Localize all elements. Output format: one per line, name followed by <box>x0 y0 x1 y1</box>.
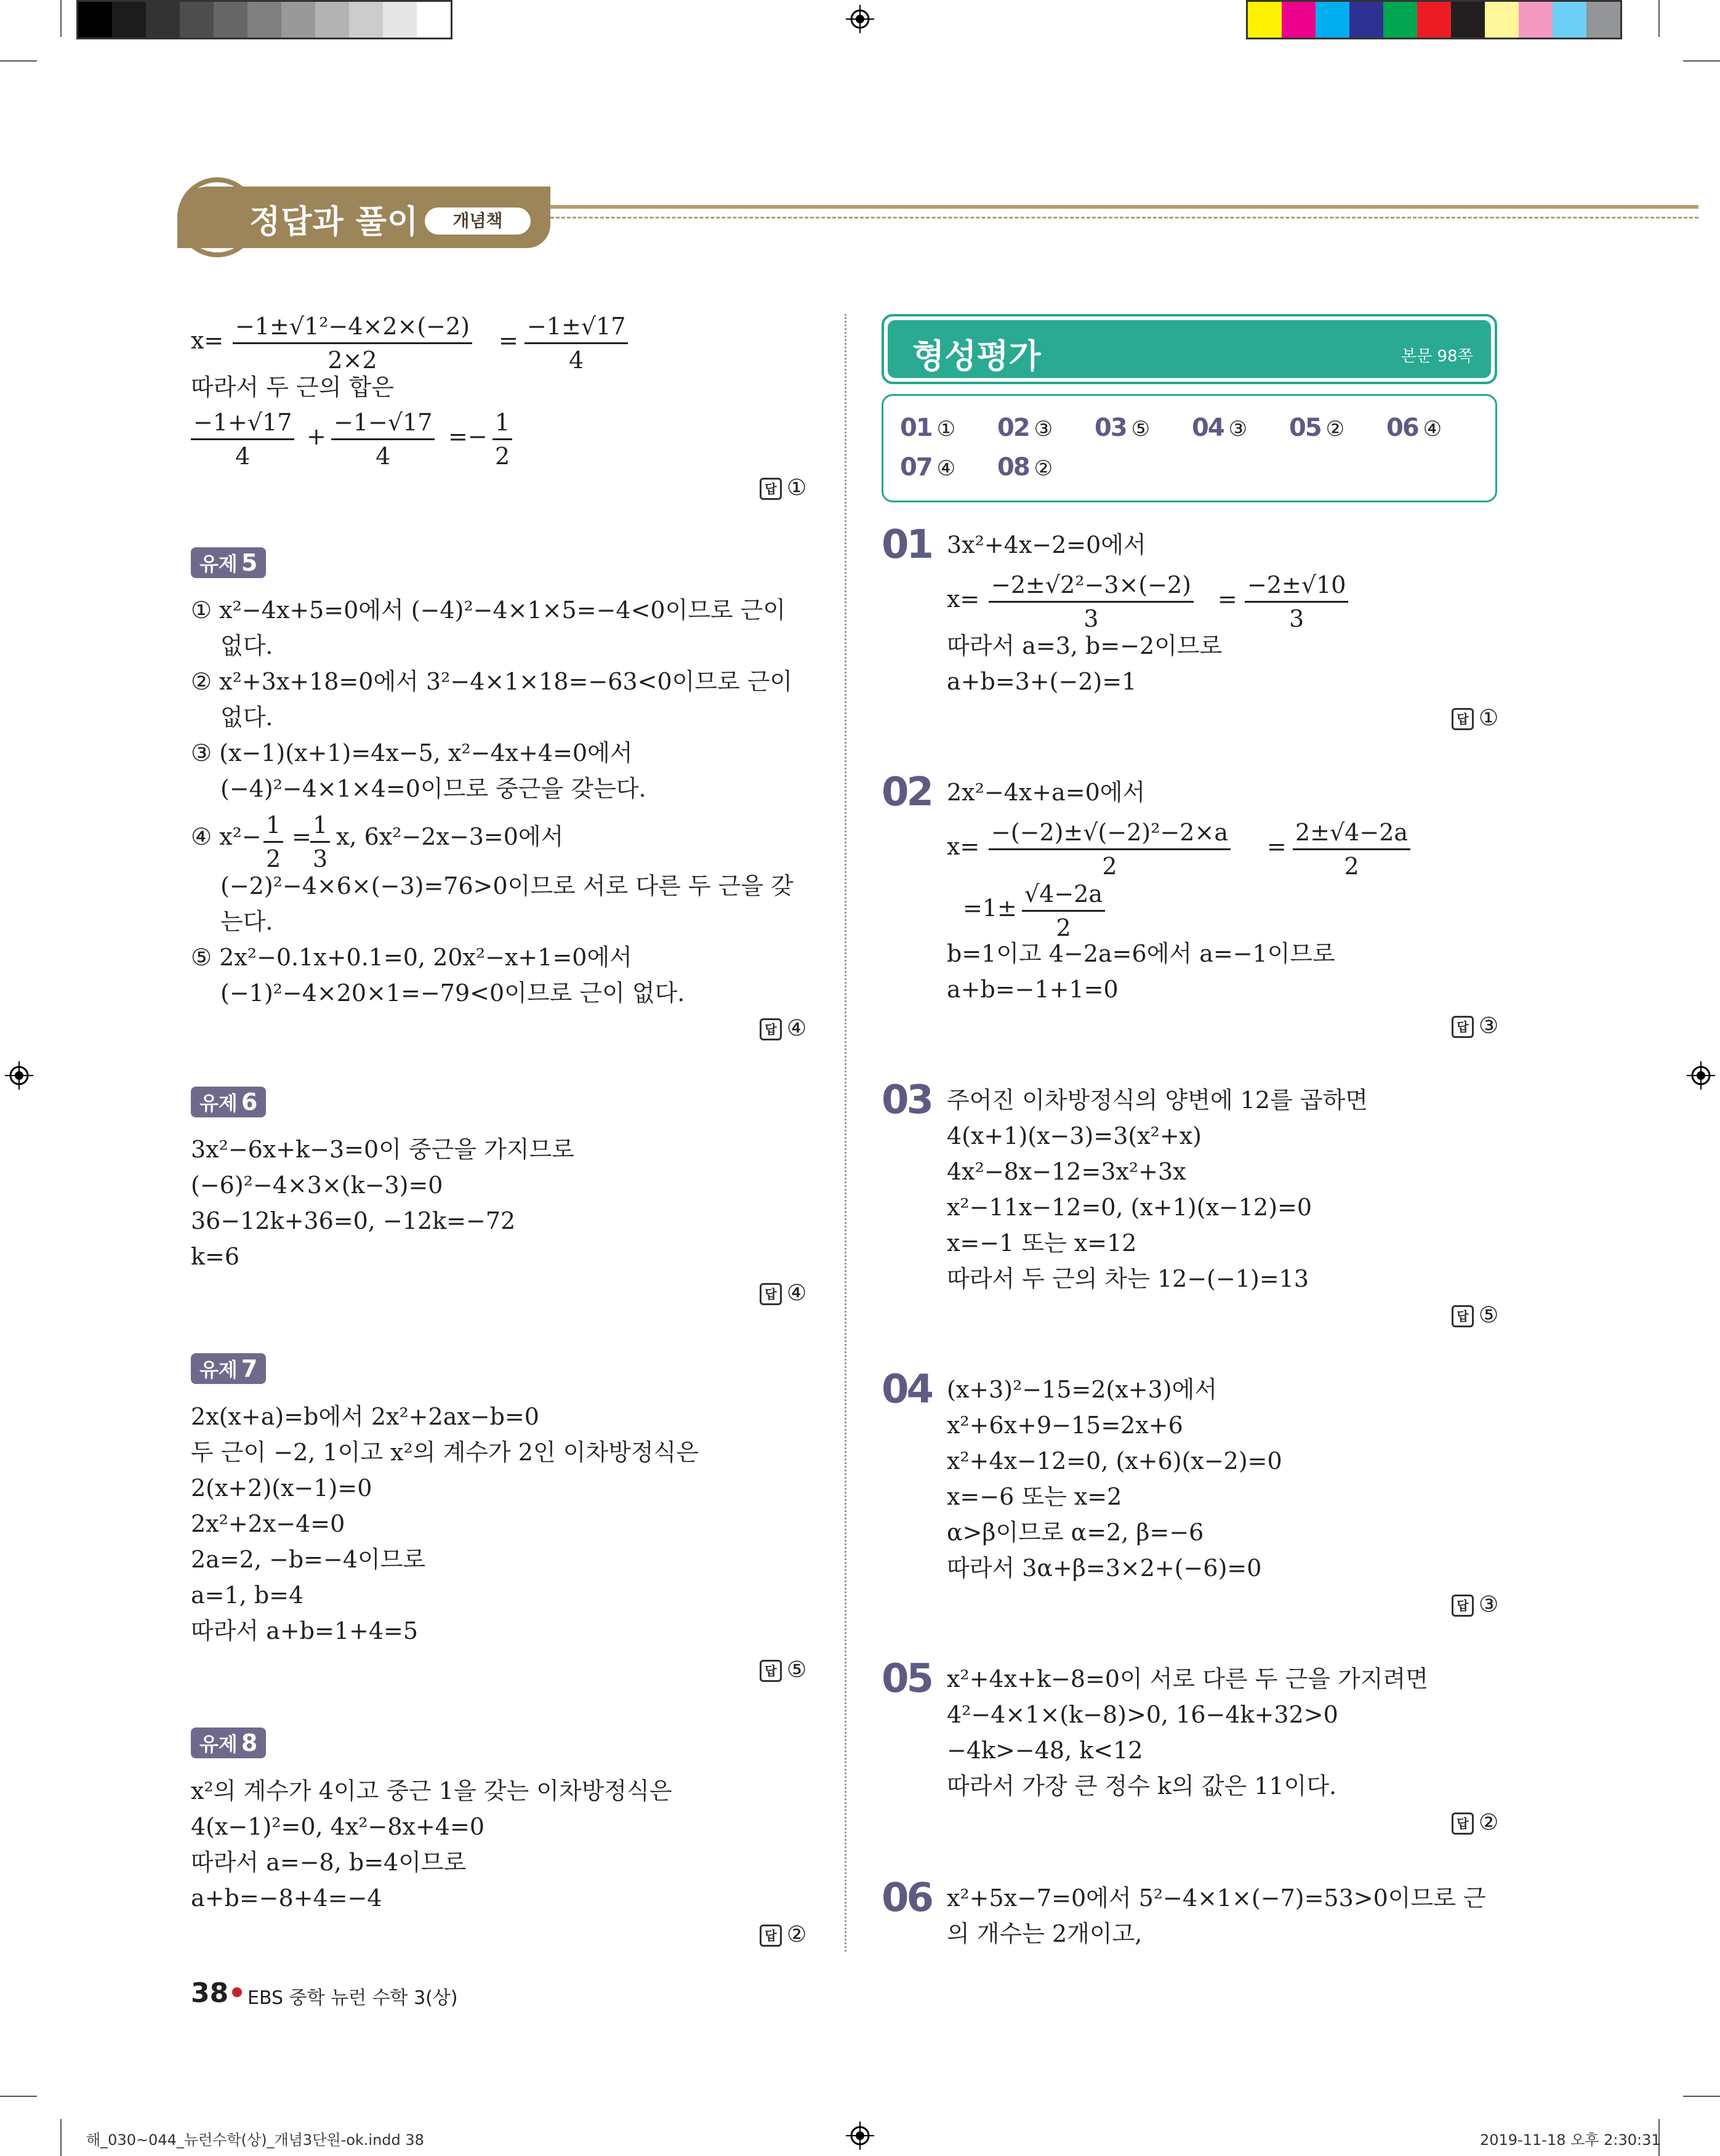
text-line: x²+4x+k−8=0이 서로 다른 두 근을 가지려면 <box>947 1665 1428 1692</box>
text-line: x²+6x+9−15=2x+6 <box>947 1412 1183 1439</box>
fraction-denominator: 4 <box>235 443 251 470</box>
text-line: (−2)²−4×6×(−3)=76>0이므로 서로 다른 두 근을 갖 <box>220 872 794 899</box>
fraction <box>233 313 472 374</box>
file-slug: 해_030~044_뉴런수학(상)_개념3단원-ok.indd 38 <box>86 2131 424 2149</box>
color-swatch <box>1417 2 1451 38</box>
text-line: x²+4x−12=0, (x+6)(x−2)=0 <box>947 1447 1282 1474</box>
answer-value: ⑤ <box>1479 1303 1499 1328</box>
text-line: (−1)²−4×20×1=−79<0이므로 근이 없다. <box>220 979 685 1007</box>
math-line: = <box>1267 833 1287 860</box>
answer-mark <box>1452 706 1498 731</box>
color-swatch <box>1485 2 1519 38</box>
answer-value: ③ <box>1479 1013 1499 1039</box>
fraction-denominator: 4 <box>376 443 391 470</box>
timestamp-slug: 2019-11-18 오후 2:30:31 <box>1480 2131 1661 2149</box>
text-line: 따라서 a=3, b=−2이므로 <box>947 632 1223 659</box>
fraction <box>1022 880 1105 941</box>
evaluation-answer-box <box>882 394 1497 502</box>
fraction-numerator: √4−2a <box>1022 880 1105 912</box>
text-line: 36−12k+36=0, −12k=−72 <box>191 1207 516 1234</box>
crop-mark <box>1658 0 1660 37</box>
text-line: ⑤ 2x²−0.1x+0.1=0, 20x²−x+1=0에서 <box>191 944 632 971</box>
answer-value: ① <box>787 475 807 501</box>
fraction-numerator: −1−√17 <box>331 409 435 440</box>
math-line: ④ x²− <box>191 823 262 850</box>
answer-mark <box>1452 1592 1498 1617</box>
answer-icon: 답 <box>1452 1595 1474 1617</box>
text-line: x²−11x−12=0, (x+1)(x−12)=0 <box>947 1194 1312 1221</box>
fraction <box>1293 819 1410 880</box>
text-line: 4(x+1)(x−3)=3(x²+x) <box>947 1122 1202 1149</box>
text-line: 따라서 a+b=1+4=5 <box>191 1617 419 1644</box>
registration-mark-left <box>5 1061 33 1090</box>
math-line: =1± <box>963 895 1017 922</box>
text-line: a+b=−8+4=−4 <box>191 1884 382 1912</box>
exercise-badge <box>191 1087 266 1117</box>
color-swatch <box>1316 2 1349 38</box>
text-line: ① x²−4x+5=0에서 (−4)²−4×1×5=−4<0이므로 근이 <box>191 597 786 624</box>
gray-swatch <box>180 2 214 38</box>
answer-mark <box>1452 1810 1498 1835</box>
answer-icon: 답 <box>1452 708 1474 730</box>
gray-swatch <box>78 2 112 38</box>
text-line: (−4)²−4×1×4=0이므로 중근을 갖는다. <box>220 775 646 802</box>
page-title: 정답과 풀이 <box>249 204 419 241</box>
fraction-numerator: −1±√1²−4×2×(−2) <box>233 313 472 344</box>
registration-mark-right <box>1687 1061 1715 1090</box>
text-line: α>β이므로 α=2, β=−6 <box>947 1519 1204 1546</box>
text-line: (−6)²−4×3×(k−3)=0 <box>191 1172 443 1199</box>
fraction-denominator: 2×2 <box>328 347 377 374</box>
evaluation-title: 형성평가 <box>912 337 1041 376</box>
answer-key-item: 04 ③ <box>1192 414 1248 442</box>
answer-icon: 답 <box>760 478 782 500</box>
crop-mark <box>1683 60 1720 62</box>
color-swatch <box>1553 2 1586 38</box>
math-line: + <box>307 423 326 450</box>
exercise-number: 7 <box>241 1355 258 1382</box>
answer-value: ⑤ <box>787 1657 807 1683</box>
answer-icon: 답 <box>760 1018 782 1040</box>
math-line: = <box>1218 585 1237 613</box>
text-line: x²의 계수가 4이고 중근 1을 갖는 이차방정식은 <box>191 1777 672 1804</box>
fraction-numerator: −1+√17 <box>191 409 294 440</box>
math-line: x= <box>191 327 224 354</box>
answer-key-item: 08 ② <box>997 453 1053 481</box>
fraction <box>331 409 435 470</box>
fraction <box>310 811 330 872</box>
exercise-label: 유제 <box>199 1732 238 1756</box>
text-line: −4k>−48, k<12 <box>947 1737 1143 1764</box>
answer-icon: 답 <box>760 1660 782 1682</box>
gray-swatch <box>146 2 180 38</box>
text-line: b=1이고 4−2a=6에서 a=−1이므로 <box>947 940 1335 967</box>
text-line: 두 근이 −2, 1이고 x²의 계수가 2인 이차방정식은 <box>191 1439 699 1466</box>
color-swatch <box>1586 2 1620 38</box>
answer-mark <box>760 1922 806 1947</box>
exercise-number: 6 <box>241 1088 258 1116</box>
text-line: 따라서 두 근의 합은 <box>191 374 394 401</box>
gray-swatch <box>247 2 281 38</box>
fraction-numerator: −1±√17 <box>524 313 628 344</box>
answer-key-item: 06 ④ <box>1386 414 1442 442</box>
math-line: = <box>499 327 518 354</box>
answer-value: ④ <box>787 1016 807 1041</box>
exercise-badge <box>191 547 266 578</box>
exercise-badge <box>191 1353 266 1384</box>
exercise-number: 8 <box>241 1729 258 1756</box>
math-line: x= <box>947 833 980 860</box>
answer-value: ① <box>1479 706 1499 731</box>
question-number: 01 <box>882 522 932 568</box>
crop-mark <box>1683 2096 1720 2097</box>
answer-mark <box>1452 1013 1498 1039</box>
fraction-denominator: 4 <box>569 347 584 374</box>
fraction <box>492 409 512 470</box>
text-line: a+b=3+(−2)=1 <box>947 668 1137 695</box>
text-line: 2x²+2x−4=0 <box>191 1510 345 1537</box>
fraction-numerator: 2±√4−2a <box>1293 819 1410 850</box>
color-bar <box>1246 0 1622 39</box>
color-swatch <box>1248 2 1282 38</box>
book-title: EBS 중학 뉴런 수학 3(상) <box>247 1987 458 2009</box>
gray-swatch <box>214 2 247 38</box>
gray-swatch <box>315 2 349 38</box>
answer-key-item: 03 ⑤ <box>1095 414 1151 442</box>
header-rule <box>550 205 1698 209</box>
gray-swatch <box>281 2 315 38</box>
fraction-denominator: 2 <box>1056 914 1071 941</box>
text-line: 3x²−6x+k−3=0이 중근을 가지므로 <box>191 1136 575 1163</box>
answer-mark <box>760 1281 806 1306</box>
fraction-numerator: −2±√2²−3×(−2) <box>989 571 1194 603</box>
text-line: x²+5x−7=0에서 5²−4×1×(−7)=53>0이므로 근 <box>947 1884 1486 1912</box>
math-line: x, 6x²−2x−3=0에서 <box>336 823 564 850</box>
text-line: 4(x−1)²=0, 4x²−8x+4=0 <box>191 1813 485 1840</box>
crop-mark <box>0 2096 37 2097</box>
gray-swatch <box>417 2 451 38</box>
crop-mark <box>60 0 62 37</box>
color-swatch <box>1282 2 1316 38</box>
text-line: 4x²−8x−12=3x²+3x <box>947 1158 1186 1185</box>
answer-mark <box>760 475 806 501</box>
answer-key-item: 01 ① <box>900 414 956 442</box>
footer-dot <box>232 1987 242 1997</box>
text-line: 따라서 a=−8, b=4이므로 <box>191 1849 467 1876</box>
fraction-denominator: 2 <box>495 443 510 470</box>
answer-mark <box>1452 1303 1498 1328</box>
text-line: 2x²−4x+a=0에서 <box>947 779 1146 806</box>
fraction-numerator: −2±√10 <box>1245 571 1348 603</box>
answer-value: ③ <box>1479 1592 1499 1617</box>
exercise-label: 유제 <box>199 1092 238 1115</box>
text-line: a=1, b=4 <box>191 1582 304 1609</box>
fraction <box>989 571 1194 632</box>
color-swatch <box>1349 2 1383 38</box>
text-line: 따라서 가장 큰 정수 k의 값은 11이다. <box>947 1772 1337 1800</box>
exercise-label: 유제 <box>199 552 238 576</box>
math-line: = <box>292 823 311 850</box>
question-number: 02 <box>882 770 932 815</box>
fraction <box>989 819 1231 880</box>
header-rule-dashed <box>550 217 1698 219</box>
color-swatch <box>1519 2 1553 38</box>
text-line: ③ (x−1)(x+1)=4x−5, x²−4x+4=0에서 <box>191 739 633 766</box>
answer-value: ② <box>787 1922 807 1947</box>
fraction <box>524 313 628 374</box>
page-number: 38 <box>191 1977 229 2009</box>
text-line: x=−1 또는 x=12 <box>947 1229 1137 1257</box>
crop-mark <box>60 2119 62 2156</box>
fraction-denominator: 2 <box>1102 853 1117 880</box>
text-line: x=−6 또는 x=2 <box>947 1483 1122 1510</box>
question-number: 06 <box>882 1875 932 1921</box>
text-line: 없다. <box>220 704 273 731</box>
question-number: 03 <box>882 1077 932 1123</box>
fraction-numerator: −(−2)±√(−2)²−2×a <box>989 819 1231 850</box>
text-line: 3x²+4x−2=0에서 <box>947 531 1146 558</box>
answer-icon: 답 <box>760 1283 782 1305</box>
text-line: (x+3)²−15=2(x+3)에서 <box>947 1376 1218 1403</box>
fraction-denominator: 2 <box>1344 853 1359 880</box>
gray-swatch <box>112 2 146 38</box>
gray-swatch <box>349 2 383 38</box>
math-line: =− <box>448 423 488 450</box>
question-number: 05 <box>882 1656 932 1702</box>
text-line: 따라서 두 근의 차는 12−(−1)=13 <box>947 1265 1309 1292</box>
column-divider <box>845 314 846 1952</box>
answer-mark <box>760 1016 806 1041</box>
text-line: 2a=2, −b=−4이므로 <box>191 1546 426 1573</box>
text-line: 는다. <box>220 908 273 935</box>
answer-icon: 답 <box>1452 1016 1474 1038</box>
text-line: 없다. <box>220 632 273 659</box>
exercise-label: 유제 <box>199 1358 238 1382</box>
answer-icon: 답 <box>1452 1305 1474 1327</box>
fraction <box>191 409 294 470</box>
text-line: a+b=−1+1=0 <box>947 976 1119 1003</box>
evaluation-page-ref: 본문 98쪽 <box>1401 347 1473 366</box>
fraction-denominator: 3 <box>313 845 328 872</box>
grayscale-bar <box>76 0 452 39</box>
exercise-number: 5 <box>241 549 258 576</box>
text-line: 의 개수는 2개이고, <box>947 1920 1143 1947</box>
color-swatch <box>1451 2 1485 38</box>
registration-mark-bottom <box>846 2122 874 2150</box>
fraction-numerator: 1 <box>310 811 330 843</box>
question-number: 04 <box>882 1367 932 1412</box>
text-line: k=6 <box>191 1243 240 1270</box>
fraction-denominator: 3 <box>1289 605 1304 632</box>
answer-icon: 답 <box>1452 1812 1474 1835</box>
header-badge: 개념책 <box>425 207 531 235</box>
answer-key-item: 07 ④ <box>900 453 956 481</box>
gray-swatch <box>383 2 417 38</box>
fraction-numerator: 1 <box>492 409 512 440</box>
fraction-denominator: 3 <box>1083 605 1099 632</box>
answer-value: ④ <box>787 1281 807 1306</box>
answer-value: ② <box>1479 1810 1499 1835</box>
color-swatch <box>1383 2 1417 38</box>
answer-icon: 답 <box>760 1925 782 1947</box>
text-line: 2(x+2)(x−1)=0 <box>191 1474 372 1502</box>
exercise-badge <box>191 1728 266 1758</box>
text-line: 2x(x+a)=b에서 2x²+2ax−b=0 <box>191 1403 539 1430</box>
fraction-denominator: 2 <box>266 845 281 872</box>
registration-mark-top <box>846 5 874 33</box>
text-line: 주어진 이차방정식의 양변에 12를 곱하면 <box>947 1087 1368 1114</box>
fraction <box>263 811 283 872</box>
fraction-numerator: 1 <box>263 811 283 843</box>
math-line: x= <box>947 585 980 613</box>
answer-mark <box>760 1657 806 1683</box>
text-line: 4²−4×1×(k−8)>0, 16−4k+32>0 <box>947 1701 1338 1728</box>
answer-key-item: 05 ② <box>1289 414 1345 442</box>
crop-mark <box>0 60 37 62</box>
text-line: ② x²+3x+18=0에서 3²−4×1×18=−63<0이므로 근이 <box>191 668 793 695</box>
answer-key-item: 02 ③ <box>997 414 1053 442</box>
fraction <box>1245 571 1348 632</box>
text-line: 따라서 3α+β=3×2+(−6)=0 <box>947 1555 1262 1582</box>
